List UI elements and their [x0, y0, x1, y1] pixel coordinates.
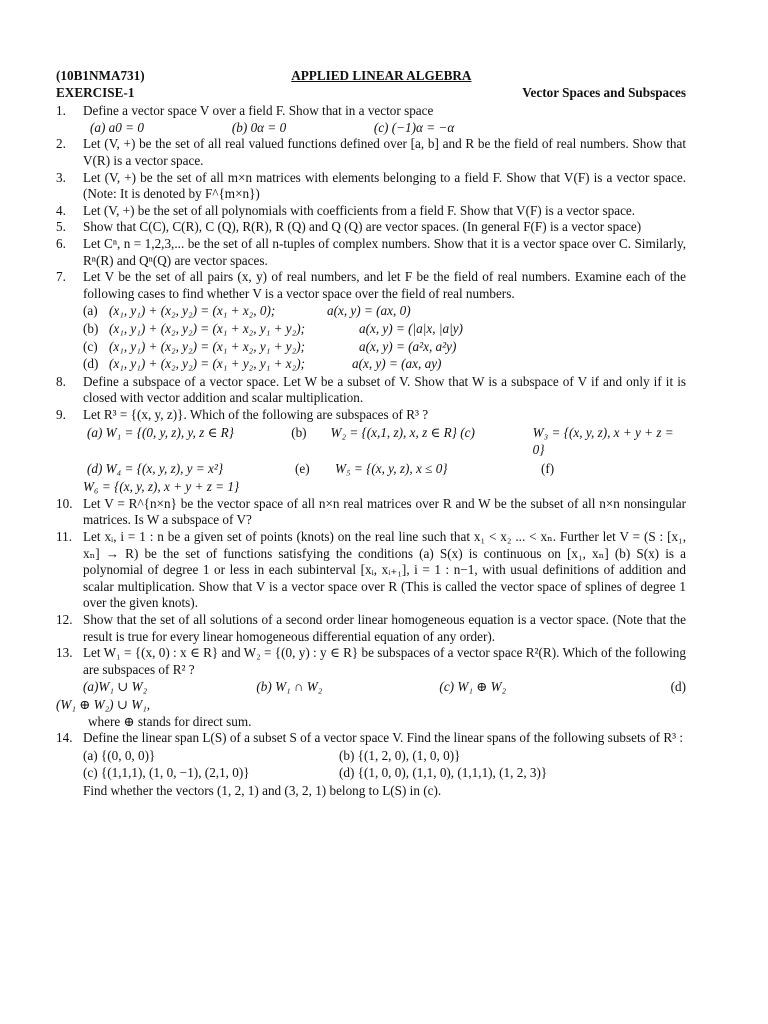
question-text: Show that the set of all solutions of a second order linear homogeneous equation is a vector space. (Note that the result is true for every linear homogeneous differential equation of any order). — [83, 612, 686, 644]
question-12 — [56, 612, 686, 645]
subset-e-label: (e) — [295, 460, 310, 476]
part-b: (b) 0α = 0 — [231, 119, 287, 135]
case-label: (c) — [83, 338, 98, 354]
question-number: 7. — [56, 269, 66, 285]
subheader-row — [56, 85, 686, 102]
question-14-row-1 — [56, 748, 686, 765]
question-number: 9. — [56, 406, 66, 422]
subset-a: (a) {(0, 0, 0)} — [83, 747, 156, 763]
question-number: 13. — [56, 645, 73, 661]
question-text: Define the linear span L(S) of a subset S of a vector space V. Find the linear spans of the following subsets of R³ : — [83, 730, 684, 746]
subset-b-label: (b) — [291, 425, 307, 441]
question-number: 8. — [56, 373, 66, 389]
question-text: Let R³ = {(x, y, z)}. Which of the following are subspaces of R³ ? — [83, 406, 429, 422]
question-9-row-2 — [56, 461, 686, 478]
question-1-parts — [56, 120, 686, 137]
question-number: 4. — [56, 202, 66, 218]
question-text: Let xᵢ, i = 1 : n be a given set of points (knots) on the real line such that x₁ < x₂ ... < xₙ. Further let V = (S : [x₁, xₙ] → R) be the set of functions satisfying the conditions (a) S(x) is continuous on [x₁, xₙ] (b) S(x) is a polynomial of degree 1 or less in each subinterval [xᵢ, xᵢ₊₁], i = 1 : n−1, with usual definitions of addition and scalar multiplication. Show that V is a vector space over R (This is called the vector space of splines of degree 1 over the given knots). — [83, 529, 686, 611]
question-11 — [56, 529, 686, 612]
course-title: APPLIED LINEAR ALGEBRA — [291, 68, 472, 83]
case-label: (d) — [83, 356, 99, 372]
case-addition: (x₁, y₁) + (x₂, y₂) = (x₁ + x₂, y₁ + y₂); — [109, 338, 305, 354]
question-number: 3. — [56, 169, 66, 185]
option-d: (W₁ ⊕ W₂) ∪ W₁, — [56, 696, 151, 712]
question-text: Let (V, +) be the set of all polynomials with coefficients from a field F. Show that V(F) is a vector space. — [83, 202, 636, 218]
question-7-case-b — [56, 321, 686, 338]
case-label: (b) — [83, 320, 99, 336]
question-14-row-2 — [56, 765, 686, 782]
question-text: Let (V, +) be the set of all real valued functions defined over [a, b] and R be the field of real numbers. Show that V(R) is a vector space. — [83, 136, 686, 168]
final-question: Find whether the vectors (1, 2, 1) and (3, 2, 1) belong to L(S) in (c). — [83, 782, 442, 798]
question-13 — [56, 645, 686, 678]
subset-d: (d) W₄ = {(x, y, z), y = x²} — [87, 460, 224, 476]
question-number: 6. — [56, 235, 66, 251]
case-scalar: a(x, y) = (|a|x, |a|y) — [359, 320, 463, 336]
subset-b: W₂ = {(x,1, z), x, z ∈ R} (c) — [330, 425, 475, 441]
question-text: Define a subspace of a vector space. Let W be a subset of V. Show that W is a subspace of V if and only if it is closed with vector addition and scalar multiplication. — [83, 373, 686, 406]
option-b: (b) W₁ ∩ W₂ — [256, 679, 323, 695]
question-7-case-c — [56, 339, 686, 356]
option-a: (a)W₁ ∪ W₂ — [83, 679, 148, 695]
question-7 — [56, 269, 686, 302]
question-10 — [56, 496, 686, 529]
question-7-case-a — [56, 303, 686, 320]
subset-e: W₅ = {(x, y, z), x ≤ 0} — [335, 460, 448, 476]
question-text: Let Cⁿ, n = 1,2,3,... be the set of all n-tuples of complex numbers. Show that it is a vector space over C. Similarly, Rⁿ(R) and Qⁿ(Q) are vector spaces. — [83, 235, 686, 268]
question-9 — [56, 407, 686, 424]
question-text: Let V = R^{n×n} be the vector space of all n×n real matrices over R and W be the subset of all n×n nonsingular matrices. Is W a subspace of V? — [83, 495, 686, 528]
subset-d: (d) {(1, 0, 0), (1,1, 0), (1,1,1), (1, 2, 3)} — [339, 765, 548, 781]
question-number: 10. — [56, 495, 73, 511]
case-addition: (x₁, y₁) + (x₂, y₂) = (x₁ + y₂, y₁ + x₂); — [109, 356, 305, 372]
question-text: Let W₁ = {(x, 0) : x ∈ R} and W₂ = {(0, y) : y ∈ R} be subspaces of a vector space R²(R). Which of the following are subspaces of R² ? — [83, 645, 686, 677]
question-number: 11. — [56, 529, 72, 545]
option-d-label: (d) — [670, 679, 686, 695]
subset-c: W₃ = {(x, y, z), x + y + z = 0} — [532, 425, 674, 458]
part-c: (c) (−1)α = −α — [373, 119, 455, 135]
question-1 — [56, 103, 686, 120]
direct-sum-note: where ⊕ stands for direct sum. — [88, 713, 252, 729]
question-text: Show that C(C), C(R), C (Q), R(R), R (Q) and Q (Q) are vector spaces. (In general F(F) is a vector space) — [83, 219, 642, 235]
question-13-parts — [56, 679, 686, 696]
case-scalar: a(x, y) = (ax, 0) — [327, 303, 411, 319]
question-9-row-1 — [56, 425, 686, 458]
question-14 — [56, 730, 686, 747]
exercise-label: EXERCISE-1 — [56, 84, 135, 100]
subset-b: (b) {(1, 2, 0), (1, 0, 0)} — [339, 747, 461, 763]
subset-a: (a) W₁ = {(0, y, z), y, z ∈ R} — [87, 425, 234, 441]
case-label: (a) — [83, 303, 98, 319]
case-addition: (x₁, y₁) + (x₂, y₂) = (x₁ + x₂, 0); — [109, 303, 276, 319]
subset-c: (c) {(1,1,1), (1, 0, −1), (2,1, 0)} — [83, 765, 250, 781]
question-text: Let V be the set of all pairs (x, y) of real numbers, and let F be the field of real numbers. Examine each of the following cases to find whether V is a vector space over the field of real numbers. — [83, 269, 686, 301]
part-a: (a) a0 = 0 — [90, 119, 144, 135]
case-addition: (x₁, y₁) + (x₂, y₂) = (x₁ + x₂, y₁ + y₂); — [109, 320, 305, 336]
question-number: 14. — [56, 730, 73, 746]
question-number: 12. — [56, 612, 73, 627]
subset-f-label: (f) — [541, 460, 555, 476]
case-scalar: a(x, y) = (ax, ay) — [352, 356, 442, 372]
question-text: Define a vector space V over a field F. Show that in a vector space — [83, 103, 434, 119]
question-number: 1. — [56, 103, 66, 119]
header-row — [56, 68, 686, 85]
case-scalar: a(x, y) = (a²x, a²y) — [359, 338, 457, 354]
question-3 — [56, 170, 686, 203]
topic-label: Vector Spaces and Subspaces — [522, 84, 686, 100]
question-7-case-d — [56, 356, 686, 373]
question-number: 2. — [56, 136, 66, 152]
question-number: 5. — [56, 219, 66, 235]
question-4 — [56, 203, 686, 220]
subset-f: W₆ = {(x, y, z), x + y + z = 1} — [83, 479, 240, 495]
question-5 — [56, 219, 686, 236]
question-2 — [56, 136, 686, 169]
course-code: (10B1NMA731) — [56, 68, 145, 83]
option-c: (c) W₁ ⊕ W₂ — [439, 679, 507, 695]
question-8 — [56, 374, 686, 407]
question-6 — [56, 236, 686, 269]
question-text: Let (V, +) be the set of all m×n matrices with elements belonging to a field F. Show that V(F) is a vector space. (Note: It is denoted by F^{m×n}) — [83, 169, 686, 202]
